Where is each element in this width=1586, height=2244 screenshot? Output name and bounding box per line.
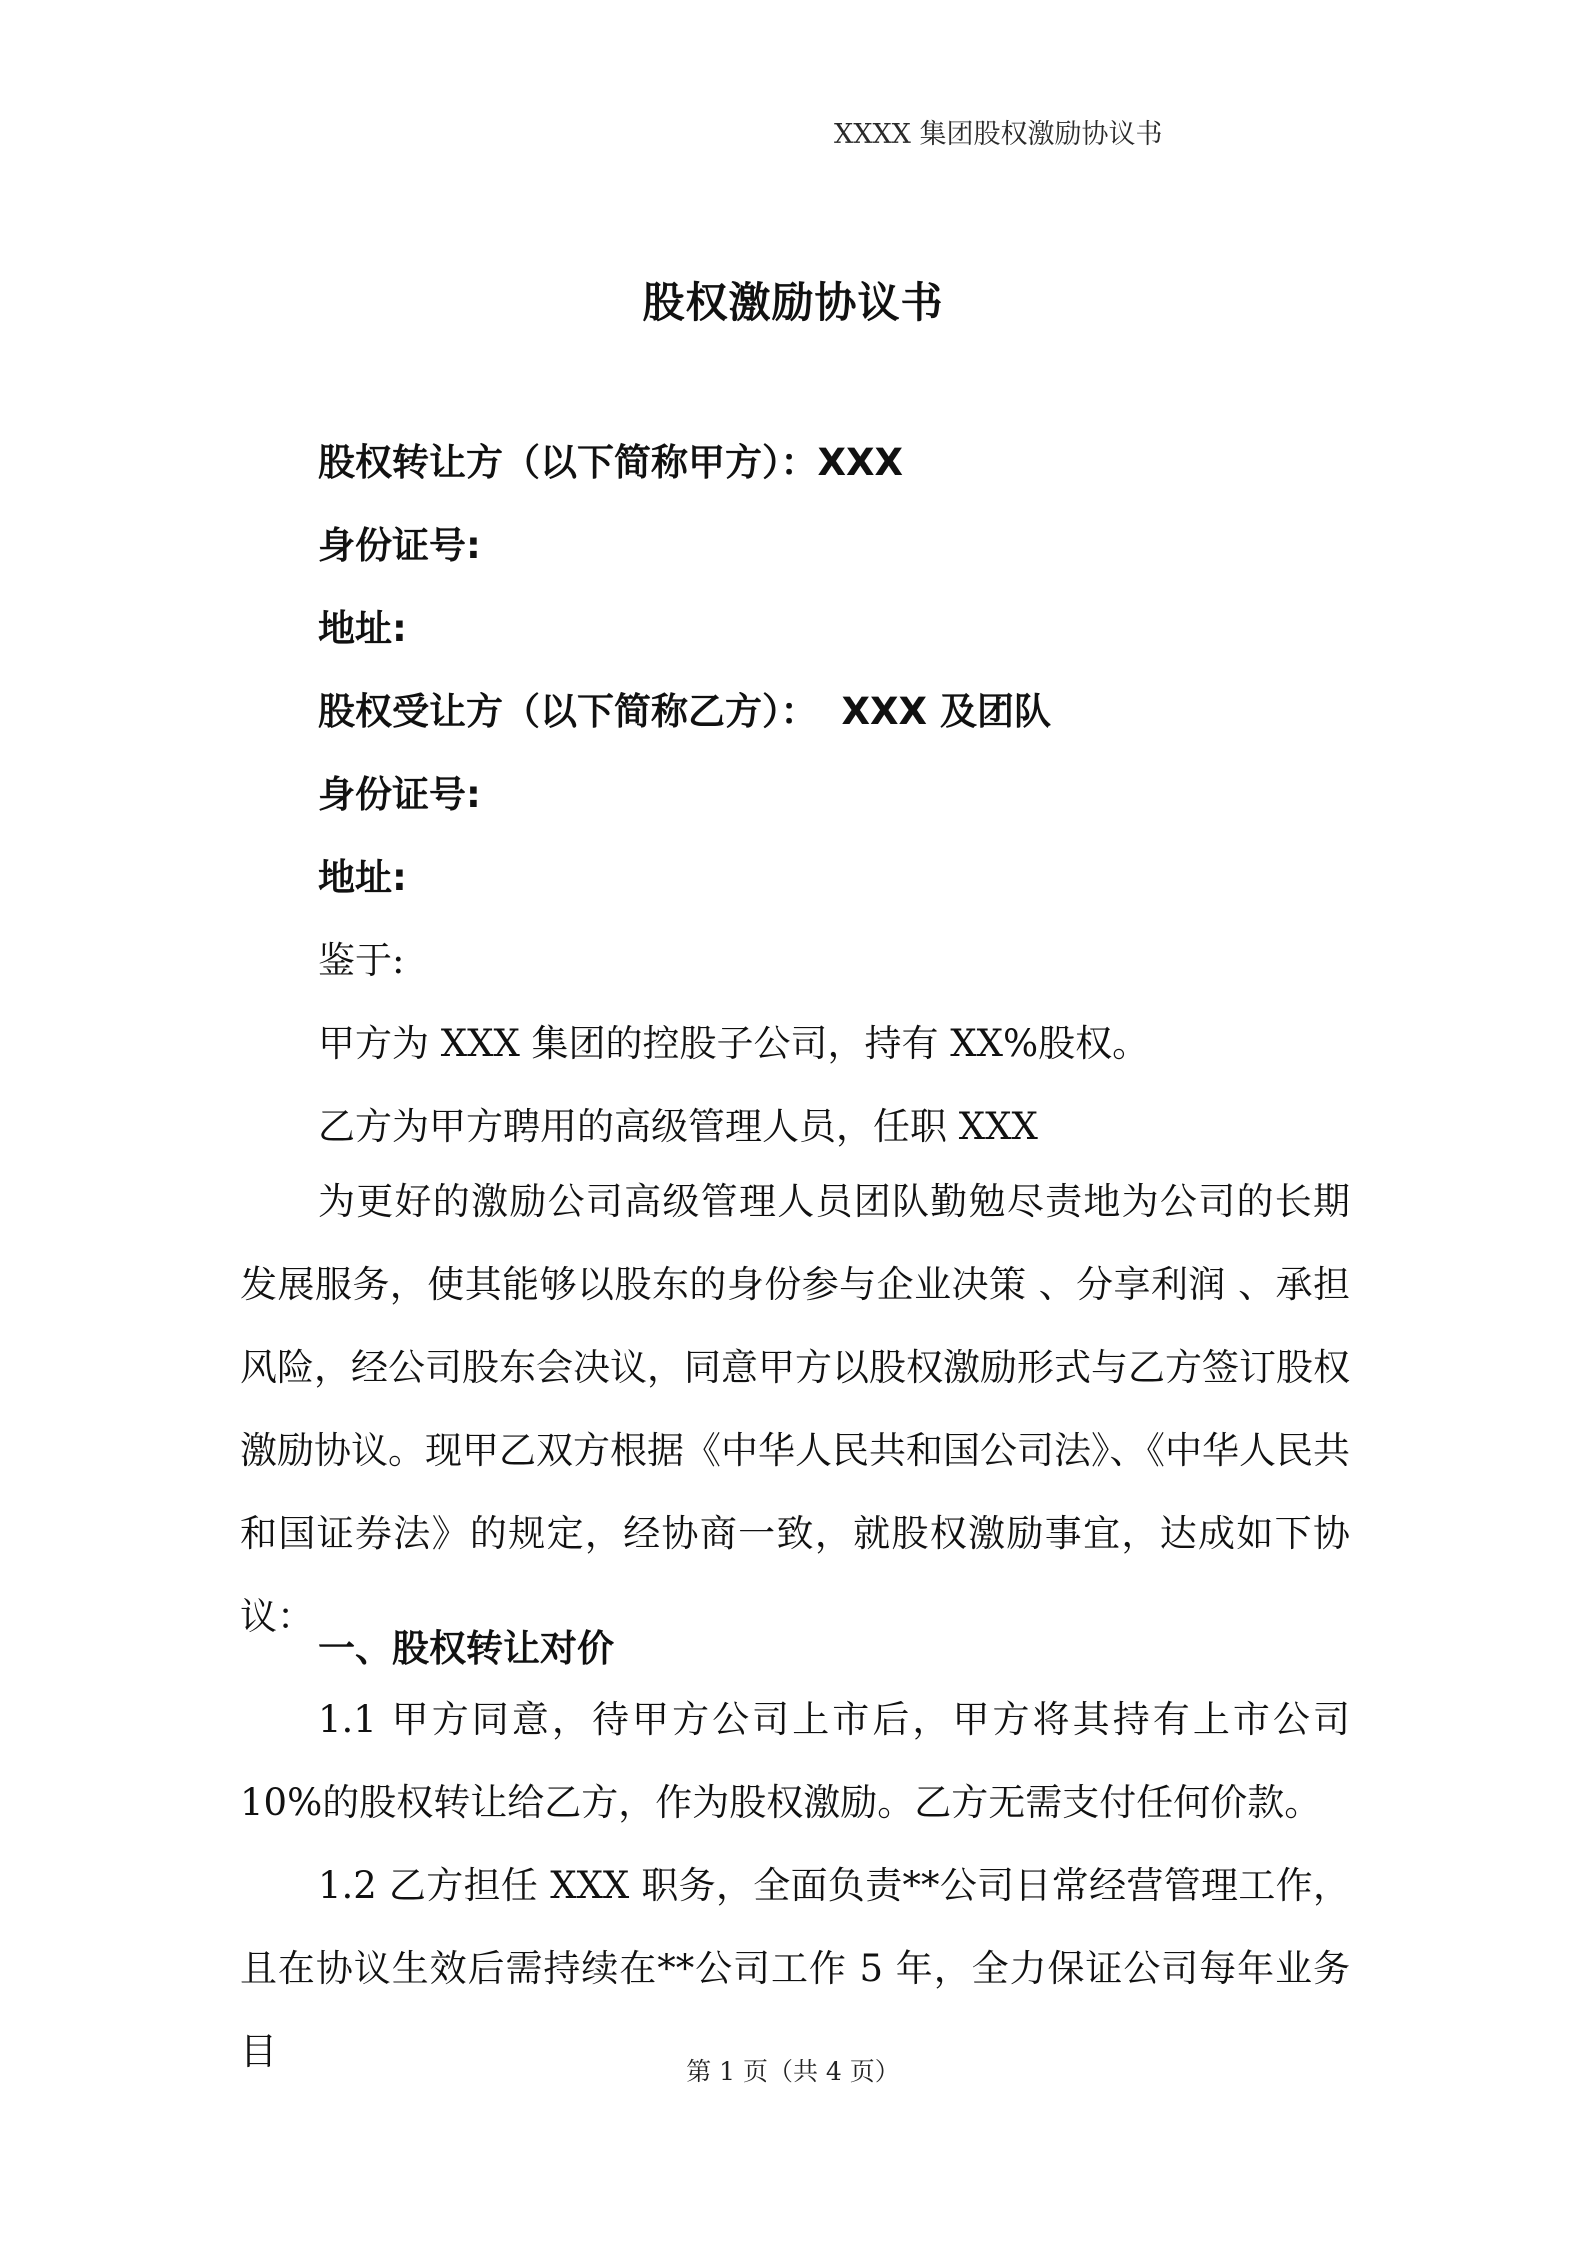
intro-paragraph: 为更好的激励公司高级管理人员团队勤勉尽责地为公司的长期发展服务，使其能够以股东的身份参与企业决策 、分享利润 、承担风险，经公司股东会决议，同意甲方以股权激励形式与乙方签订股权激励协议。现甲乙双方根据《中华人民共和国公司法》、《中华人民共和国证券法》的规定，经协商一致，就股权激励事宜，达成如下协议： [240,1180,1350,1638]
party-b-line [318,681,1051,735]
party-a-id-label: 身份证号: [318,524,481,567]
section-1-heading: 一、股权转让对价 [318,1627,614,1670]
clause-1-1: 1.1 甲方同意，待甲方公司上市后，甲方将其持有上市公司 10%的股权转让给乙方，作为股权激励。乙方无需支付任何价款。 [240,1698,1350,1824]
party-a-value: XXX [817,441,904,484]
recital-1: 甲方为 XXX 集团的控股子公司，持有 XX%股权。 [318,1022,1150,1065]
party-a-label: 股权转让方（以下简称甲方）： [318,441,818,484]
party-a-line [318,432,903,486]
party-b-label: 股权受让方（以下简称乙方）： [318,690,818,733]
party-b-address-label: 地址: [318,856,407,899]
clause-1-2: 1.2 乙方担任 XXX 职务，全面负责**公司日常经营管理工作，且在协议生效后需持续在**公司工作 5 年，全力保证公司每年业务目 [240,1864,1350,2073]
recital-2: 乙方为甲方聘用的高级管理人员，任职 XXX [318,1105,1038,1148]
page-footer: 第 1 页（共 4 页） [686,2057,900,2086]
whereas-label: 鉴于: [318,939,405,982]
document-title: 股权激励协议书 [642,278,944,327]
party-b-id-label: 身份证号: [318,773,481,816]
running-header: XXXX 集团股权激励协议书 [834,119,1163,150]
party-b-value: XXX 及团队 [841,690,1051,733]
party-a-address-label: 地址: [318,607,407,650]
